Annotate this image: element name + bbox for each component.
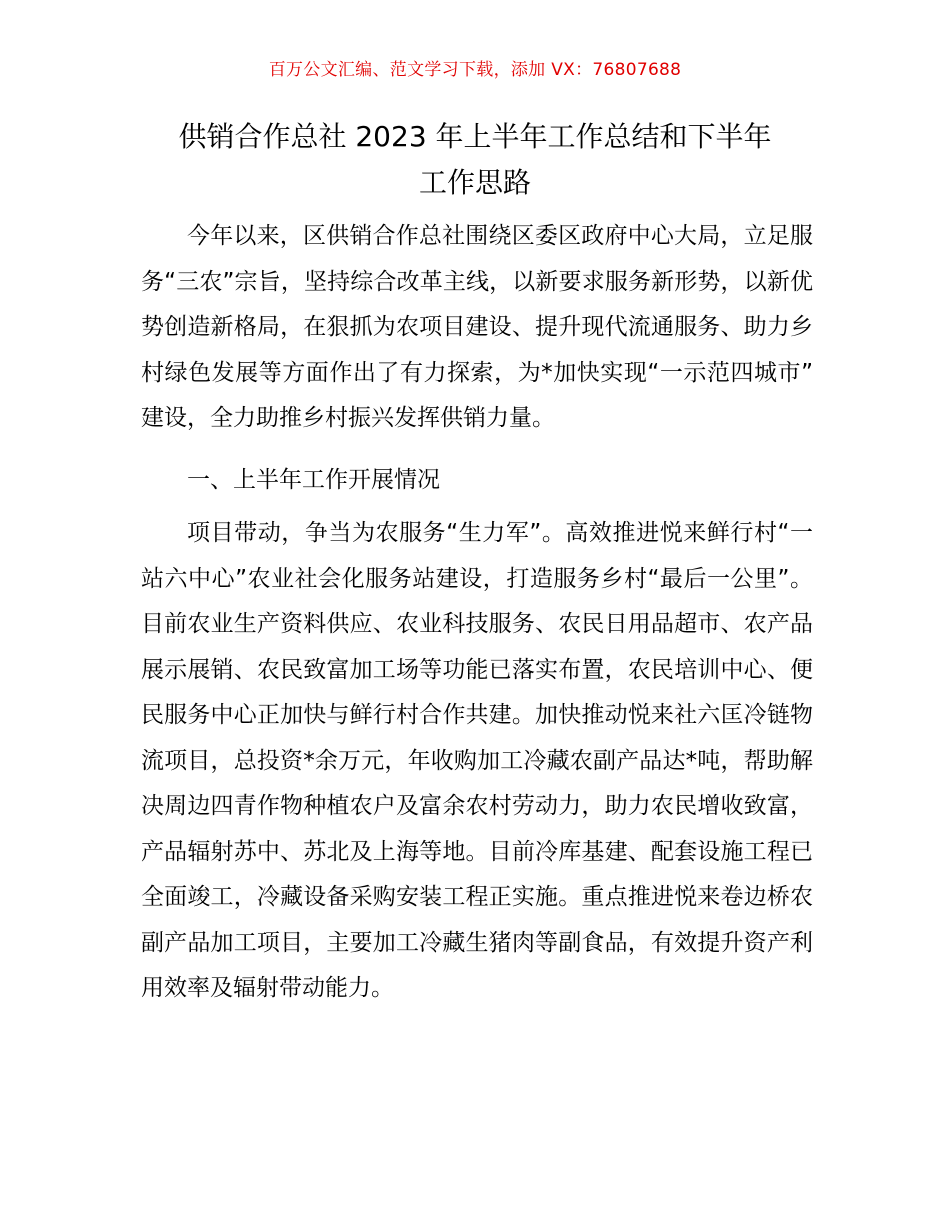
paragraph-intro: 今年以来，区供销合作总社围绕区委区政府中心大局，立足服务“三农”宗旨，坚持综合改革主线，以新要求服务新形势，以新优势创造新格局，在狠抓为农项目建设、提升现代流通服务、助力乡村绿色发展等方面作出了有力探索，为*加快实现“一示范四城市”建设，全力助推乡村振兴发挥供销力量。 xyxy=(141,223,813,431)
header-watermark-text: 百万公文汇编、范文学习下载，添加 VX：76807688 xyxy=(268,60,682,80)
paragraph-projects: 项目带动，争当为农服务“生力军”。高效推进悦来鲜行村“一站六中心”农业社会化服务站建设，打造服务乡村“最后一公里”。目前农业生产资料供应、农业科技服务、农民日用品超市、农产品展示展销、农民致富加工场等功能已落实布置，农民培训中心、便民服务中心正加快与鲜行村合作共建。加快推动悦来社六匡冷链物流项目，总投资*余万元，年收购加工冷藏农副产品达*吨，帮助解决周边四青作物种植农户及富余农村劳动力，助力农民增收致富，产品辐射苏中、苏北及上海等地。目前冷库基建、配套设施工程已全面竣工，冷藏设备采购安装工程正实施。重点推进悦来卷边桥农副产品加工项目，主要加工冷藏生猪肉等副食品，有效提升资产利用效率及辐射带动能力。 xyxy=(141,520,813,1001)
document-body xyxy=(141,214,813,1012)
document-title-line-1: 供销合作总社 2023 年上半年工作总结和下半年 xyxy=(178,120,772,153)
document-title-line-2: 工作思路 xyxy=(418,166,531,199)
section-heading-1: 一、上半年工作开展情况 xyxy=(187,466,440,493)
paragraph-gap xyxy=(141,442,813,458)
document-title xyxy=(120,114,830,206)
paragraph-gap-small xyxy=(141,503,813,511)
